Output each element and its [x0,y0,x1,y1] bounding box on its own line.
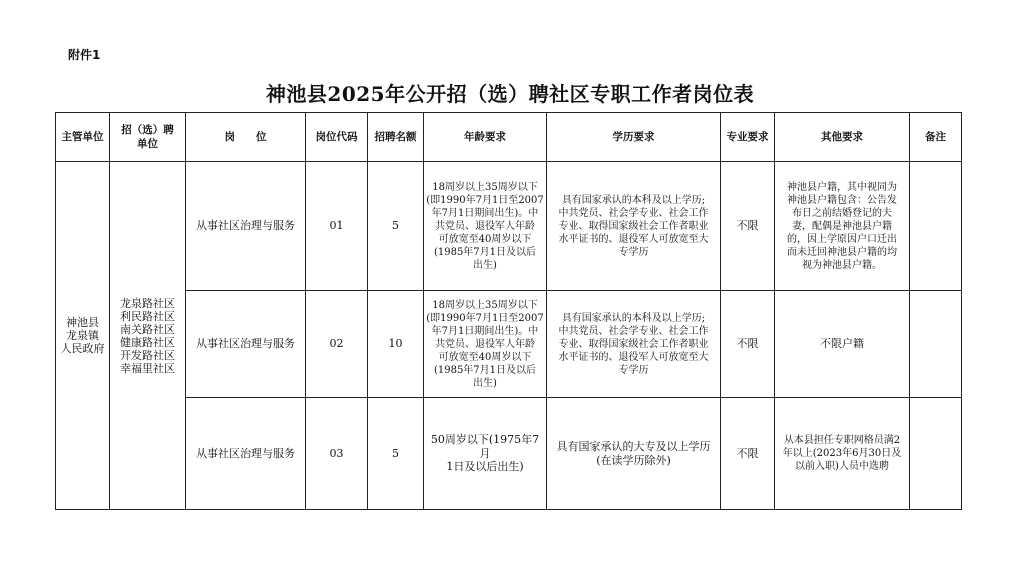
other-line: 布日之前结婚登记的夫 [792,207,892,219]
unit-line: 开发路社区 [120,348,175,362]
other-line: 从本县担任专职网格员满2 [783,435,901,446]
education-cell [547,291,721,398]
education-line: 中共党员、社会学专业、社会工作 [558,325,709,337]
header-education: 学历要求 [547,113,721,162]
attachment-label: 附件1 [68,48,101,62]
header-unit-line: 招（选）聘 [121,124,174,136]
age-line: 18周岁以上35周岁以下 [432,299,538,311]
authority-cell [56,162,110,510]
education-cell [547,162,721,291]
post-cell: 从事社区治理与服务 [186,162,306,291]
header-code: 岗位代码 [306,113,368,162]
count-cell: 5 [368,398,424,510]
other-line: 不限户籍 [820,337,864,351]
header-age: 年龄要求 [424,113,547,162]
authority-line: 神池县 [66,316,99,329]
code-cell: 02 [306,291,368,398]
major-cell: 不限 [721,398,775,510]
age-line: 50周岁以下(1975年7月 [430,433,540,460]
remarks-cell [910,162,962,291]
education-line: 专业、取得国家级社会工作者职业 [558,338,709,350]
header-post: 岗 位 [186,113,306,162]
post-cell: 从事社区治理与服务 [186,291,306,398]
table-row [56,398,962,510]
age-line: (即1990年7月1日至2007 [426,312,544,324]
unit-line: 龙泉路社区 [120,296,175,310]
unit-line: 利民路社区 [120,309,175,323]
unit-line: 南关路社区 [120,322,175,336]
other-line: 妻，配偶是神池县户籍 [792,220,892,232]
age-line: 共党员、退役军人年龄 [435,338,535,350]
header-unit-line: 单位 [137,138,158,150]
major-cell: 不限 [721,162,775,291]
other-line: 的，因上学原因户口迁出 [787,233,897,245]
remarks-cell [910,398,962,510]
age-cell [424,162,547,291]
unit-line: 健康路社区 [120,335,175,349]
education-line: 中共党员、社会学专业、社会工作 [558,207,709,219]
code-cell: 03 [306,398,368,510]
age-line: 可放宽至40周岁以下 [438,233,532,245]
page-title: 神池县2025年公开招（选）聘社区专职工作者岗位表 [265,82,755,106]
unit-line: 幸福里社区 [120,361,175,375]
other-line: 神池县户籍，其中视同为 [787,181,897,193]
education-line: 专业、取得国家级社会工作者职业 [558,220,709,232]
other-line: 年以上(2023年6月30日及 [782,448,902,459]
other-cell [775,291,910,398]
other-cell [775,162,910,291]
education-cell [547,398,721,510]
age-line: 出生) [473,259,497,271]
other-cell [775,398,910,510]
education-line: 水平证书的、退役军人可放宽至大 [558,351,709,363]
education-line: 专学历 [618,364,649,376]
post-cell: 从事社区治理与服务 [186,398,306,510]
age-line: (1985年7月1日及以后 [433,246,537,258]
count-cell: 10 [368,291,424,398]
age-line: 18周岁以上35周岁以下 [432,181,538,193]
code-cell: 01 [306,162,368,291]
count-cell: 5 [368,162,424,291]
other-line: 神池县户籍包含：公告发 [787,194,897,206]
header-authority: 主管单位 [56,113,110,162]
age-cell [424,291,547,398]
header-major: 专业要求 [721,113,775,162]
table-row [56,291,962,398]
authority-line: 人民政府 [60,342,105,355]
education-line: 具有国家承认的大专及以上学历 [556,440,711,453]
education-line: (在读学历除外) [596,453,671,467]
other-line: 而未迁回神池县户籍的均 [787,246,897,258]
other-line: 视为神池县户籍。 [802,259,882,271]
header-remarks: 备注 [910,113,962,162]
age-line: 可放宽至40周岁以下 [438,351,532,363]
age-line: (即1990年7月1日至2007 [426,194,544,206]
table-row [56,162,962,291]
header-count: 招聘名额 [368,113,424,162]
positions-table [55,112,962,510]
header-row [56,113,962,162]
education-line: 具有国家承认的本科及以上学历; [561,312,706,324]
age-line: (1985年7月1日及以后 [433,364,537,376]
header-unit [110,113,186,162]
other-line: 以前入职)人员中选聘 [795,461,889,472]
unit-cell [110,162,186,510]
authority-line: 龙泉镇 [66,329,99,342]
age-line: 共党员、退役军人年龄 [435,220,535,232]
age-line: 年7月1日期间出生)。中 [431,207,539,219]
education-line: 具有国家承认的本科及以上学历; [561,194,706,206]
major-cell: 不限 [721,291,775,398]
education-line: 水平证书的、退役军人可放宽至大 [558,233,709,245]
age-line: 1日及以后出生) [446,460,524,474]
remarks-cell [910,291,962,398]
education-line: 专学历 [618,246,649,258]
age-line: 年7月1日期间出生)。中 [431,325,539,337]
age-line: 出生) [473,377,497,389]
header-other: 其他要求 [775,113,910,162]
age-cell [424,398,547,510]
